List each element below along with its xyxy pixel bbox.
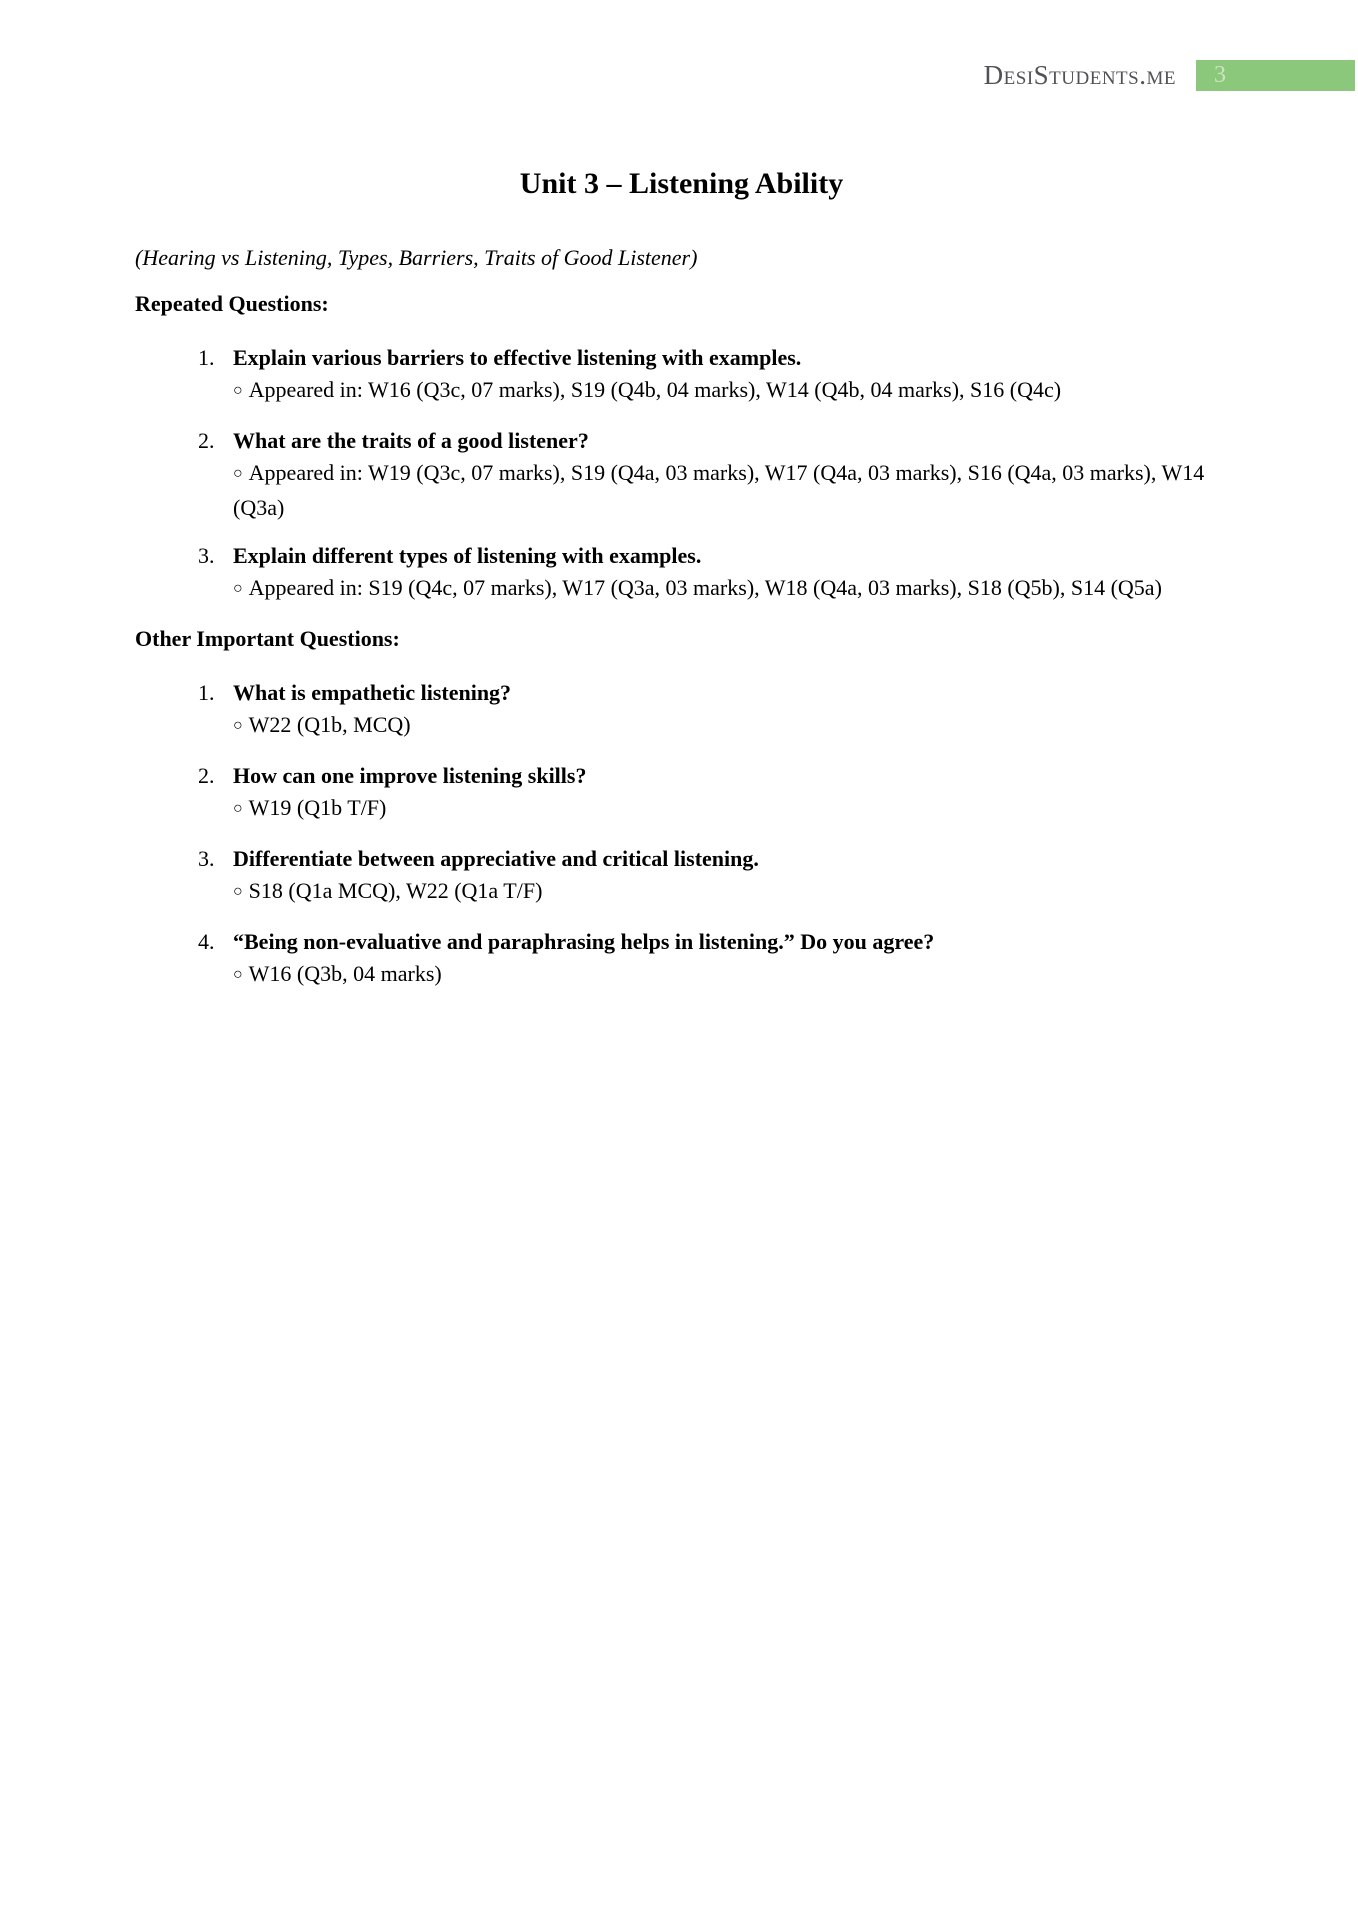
appearance-text: Appeared in: S19 (Q4c, 07 marks), W17 (Q3a, 03 marks), W18 (Q4a, 03 marks), S18 (Q5b), S14 (Q5a) xyxy=(248,575,1162,600)
question-text: “Being non-evaluative and paraphrasing helps in listening.” Do you agree? xyxy=(233,929,935,954)
question-text: How can one improve listening skills? xyxy=(233,763,587,788)
appearance-line xyxy=(233,572,1228,607)
document-content xyxy=(0,166,1358,993)
question-text: Explain different types of listening with examples. xyxy=(233,543,702,568)
appearance-text: Appeared in: W19 (Q3c, 07 marks), S19 (Q4a, 03 marks), W17 (Q4a, 03 marks), S16 (Q4a, 03 marks), W14 (Q3a) xyxy=(233,460,1205,520)
circle-bullet-icon: ○ xyxy=(233,580,243,597)
circle-bullet-icon: ○ xyxy=(233,800,243,817)
question-item xyxy=(135,760,1228,827)
question-text: Differentiate between appreciative and critical listening. xyxy=(233,846,759,871)
appearance-text: Appeared in: W16 (Q3c, 07 marks), S19 (Q4b, 04 marks), W14 (Q4b, 04 marks), S16 (Q4c) xyxy=(248,377,1062,402)
page-header xyxy=(0,60,1358,91)
circle-bullet-icon: ○ xyxy=(233,465,243,482)
unit-subtitle: (Hearing vs Listening, Types, Barriers, Traits of Good Listener) xyxy=(135,245,698,270)
appearance-text: W16 (Q3b, 04 marks) xyxy=(248,961,442,986)
question-item xyxy=(135,540,1228,607)
circle-bullet-icon: ○ xyxy=(233,883,243,900)
item-number: 1. xyxy=(198,345,215,370)
item-number: 2. xyxy=(198,428,215,453)
appearance-line xyxy=(233,792,1228,827)
question-text: Explain various barriers to effective listening with examples. xyxy=(233,345,802,370)
appearance-line xyxy=(233,958,1228,993)
page-number-badge: 3 xyxy=(1196,60,1355,91)
circle-bullet-icon: ○ xyxy=(233,382,243,399)
question-item xyxy=(135,843,1228,910)
question-item xyxy=(135,342,1228,409)
question-text: What are the traits of a good listener? xyxy=(233,428,589,453)
appearance-text: S18 (Q1a MCQ), W22 (Q1a T/F) xyxy=(248,878,543,903)
appearance-line xyxy=(233,374,1228,409)
appearance-line xyxy=(233,875,1228,910)
item-number: 4. xyxy=(198,929,215,954)
appearance-line xyxy=(233,457,1228,524)
section-heading-other: Other Important Questions: xyxy=(135,626,400,651)
circle-bullet-icon: ○ xyxy=(233,717,243,734)
item-number: 3. xyxy=(198,543,215,568)
page-title: Unit 3 – Listening Ability xyxy=(519,167,844,200)
item-number: 1. xyxy=(198,680,215,705)
appearance-text: W19 (Q1b T/F) xyxy=(248,795,387,820)
site-name: DesiStudents.me xyxy=(983,60,1176,90)
question-text: What is empathetic listening? xyxy=(233,680,512,705)
appearance-line xyxy=(233,709,1228,744)
question-item xyxy=(135,677,1228,744)
appearance-text: W22 (Q1b, MCQ) xyxy=(248,712,411,737)
circle-bullet-icon: ○ xyxy=(233,966,243,983)
section-heading-repeated: Repeated Questions: xyxy=(135,291,329,316)
question-item xyxy=(135,425,1228,524)
item-number: 3. xyxy=(198,846,215,871)
item-number: 2. xyxy=(198,763,215,788)
question-item xyxy=(135,926,1228,993)
